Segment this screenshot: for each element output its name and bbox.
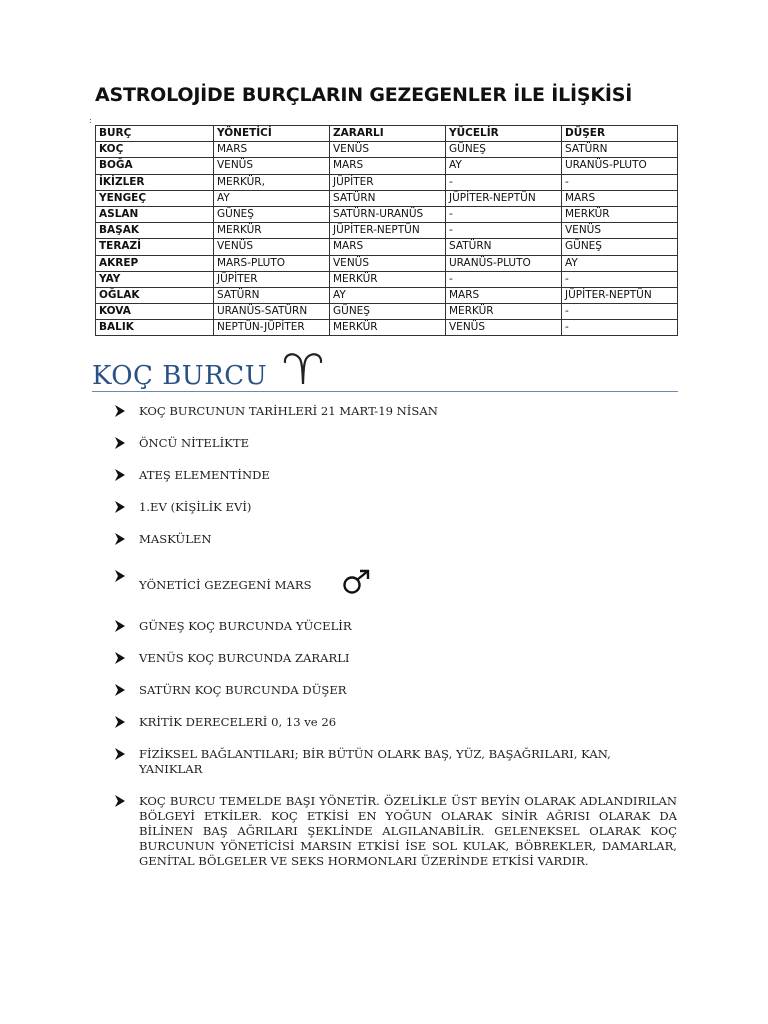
arrowhead-bullet-icon [115,533,125,545]
aries-glyph-icon [281,350,325,390]
stray-mark: : [89,116,92,125]
table-row [96,190,678,206]
table-cell: JÜPİTER [214,271,330,287]
arrowhead-bullet-icon [115,652,125,664]
section-title: KOÇ BURCU [92,361,268,391]
table-row [96,255,678,271]
table-header-row [96,126,678,142]
list-item-text: ATEŞ ELEMENTİNDE [139,468,270,482]
table-cell: MERKÜR [330,271,446,287]
table-cell: MARS [330,239,446,255]
table-row [96,320,678,336]
list-item-text: KOÇ BURCUNUN TARİHLERİ 21 MART-19 NİSAN [139,404,438,418]
list-item-text: KOÇ BURCU TEMELDE BAŞI YÖNETİR. ÖZELİKLE ÜST BEYİN OLARAK ADLANDIRILAN BÖLGEYİ ETKİLER. KOÇ ETKİSİ EN YOĞUN OLARAK SİNİR AĞRISI OLARAK DA BİLİNEN BAŞ AĞRILARI ŞEKLİNDE ALGILANABİLİR. GELENEKSEL OLARAK KOÇ BURCUNUN YÖNETİCİSİ MARSIN ETKİSİ İSE SOL KULAK, BÖBREKLER, DAMARLAR, GENİTAL BÖLGELER VE SEKS HORMONLARI ÜZERİNDE ETKİSİ VARDIR. [139,794,677,868]
list-item-text: FİZİKSEL BAĞLANTILARI; BİR BÜTÜN OLARK BAŞ, YÜZ, BAŞAĞRILARI, KAN, YANIKLAR [139,747,611,776]
table-cell: - [446,174,562,190]
table-cell: MERKÜR [562,206,678,222]
table-cell: VENÜS [330,142,446,158]
sign-name-cell: TERAZİ [96,239,214,255]
table-cell: JÜPİTER-NEPTÜN [562,287,678,303]
table-row [96,287,678,303]
list-item [115,619,677,634]
table-cell: JÜPİTER [330,174,446,190]
table-row [96,271,678,287]
page-title: ASTROLOJİDE BURÇLARIN GEZEGENLER İLE İLİŞKİSİ [95,84,633,106]
table-cell: SATÜRN [446,239,562,255]
sign-name-cell: BOĞA [96,158,214,174]
table-cell: SATÜRN [330,190,446,206]
list-item-text: KRİTİK DERECELERİ 0, 13 ve 26 [139,715,337,729]
arrowhead-bullet-icon [115,437,125,449]
table-cell: GÜNEŞ [330,304,446,320]
arrowhead-bullet-icon [115,405,125,417]
table-cell: VENÜS [214,239,330,255]
arrowhead-bullet-icon [115,620,125,632]
sign-name-cell: AKREP [96,255,214,271]
list-item [115,747,677,777]
column-header: BURÇ [96,126,214,142]
aries-facts-list [115,404,677,886]
table-row [96,206,678,222]
table-cell: - [446,206,562,222]
table-cell: - [562,320,678,336]
table-cell: SATÜRN [562,142,678,158]
sign-name-cell: BAŞAK [96,223,214,239]
table-cell: JÜPİTER-NEPTÜN [330,223,446,239]
arrowhead-bullet-icon [115,716,125,728]
table-cell: AY [214,190,330,206]
table-cell: - [562,271,678,287]
table-cell: MERKÜR [446,304,562,320]
arrowhead-bullet-icon [115,795,125,807]
table-cell: MARS [446,287,562,303]
table-cell: MERKÜR, [214,174,330,190]
table-cell: AY [330,287,446,303]
table-cell: GÜNEŞ [446,142,562,158]
table-cell: NEPTÜN-JÜPİTER [214,320,330,336]
list-item-text: MASKÜLEN [139,532,212,546]
list-item-text: 1.EV (KİŞİLİK EVİ) [139,500,252,514]
sign-name-cell: İKİZLER [96,174,214,190]
list-item [115,683,677,698]
sign-name-cell: OĞLAK [96,287,214,303]
list-item [115,404,677,419]
table-cell: VENÜS [562,223,678,239]
column-header: YÖNETİCİ [214,126,330,142]
sign-name-cell: KOVA [96,304,214,320]
column-header: DÜŞER [562,126,678,142]
table-cell: MARS [562,190,678,206]
table-row [96,223,678,239]
table-cell: MARS-PLUTO [214,255,330,271]
sign-name-cell: KOÇ [96,142,214,158]
table-cell: AY [562,255,678,271]
sign-name-cell: YAY [96,271,214,287]
table-cell: MARS [330,158,446,174]
table-cell: GÜNEŞ [562,239,678,255]
table-cell: - [446,223,562,239]
table-cell: JÜPİTER-NEPTÜN [446,190,562,206]
arrowhead-bullet-icon [115,748,125,760]
list-item [115,500,677,515]
arrowhead-bullet-icon [115,684,125,696]
table-cell: - [562,304,678,320]
list-item-text: GÜNEŞ KOÇ BURCUNDA YÜCELİR [139,619,352,633]
table-cell: GÜNEŞ [214,206,330,222]
table-cell: URANÜS-PLUTO [446,255,562,271]
list-item-text: VENÜS KOÇ BURCUNDA ZARARLI [139,651,350,665]
table-cell: SATÜRN [214,287,330,303]
table-cell: - [562,174,678,190]
table-cell: MERKÜR [214,223,330,239]
sign-name-cell: BALIK [96,320,214,336]
table-cell: MERKÜR [330,320,446,336]
mars-symbol-icon [342,569,372,599]
table-cell: SATÜRN-URANÜS [330,206,446,222]
arrowhead-bullet-icon [115,469,125,481]
section-divider [92,391,678,392]
list-item-text: YÖNETİCİ GEZEGENİ MARS [139,578,312,592]
table-row [96,142,678,158]
column-header: YÜCELİR [446,126,562,142]
arrowhead-bullet-icon [115,501,125,513]
table-cell: VENÜS [446,320,562,336]
table-row [96,239,678,255]
list-item [115,532,677,547]
table-cell: VENÜS [214,158,330,174]
column-header: ZARARLI [330,126,446,142]
table-cell: MARS [214,142,330,158]
table-row [96,304,678,320]
list-item [115,569,677,599]
table-cell: URANÜS-PLUTO [562,158,678,174]
rulership-table [95,125,678,336]
table-cell: AY [446,158,562,174]
list-item [115,794,677,869]
list-item-text: SATÜRN KOÇ BURCUNDA DÜŞER [139,683,347,697]
list-item [115,468,677,483]
list-item [115,651,677,666]
list-item-text: ÖNCÜ NİTELİKTE [139,436,250,450]
table-row [96,174,678,190]
section-heading [92,350,325,394]
table-cell: VENÜS [330,255,446,271]
list-item [115,436,677,451]
sign-name-cell: YENGEÇ [96,190,214,206]
table-row [96,158,678,174]
table-cell: - [446,271,562,287]
sign-name-cell: ASLAN [96,206,214,222]
list-item [115,715,677,730]
table-cell: URANÜS-SATÜRN [214,304,330,320]
arrowhead-bullet-icon [115,570,125,582]
